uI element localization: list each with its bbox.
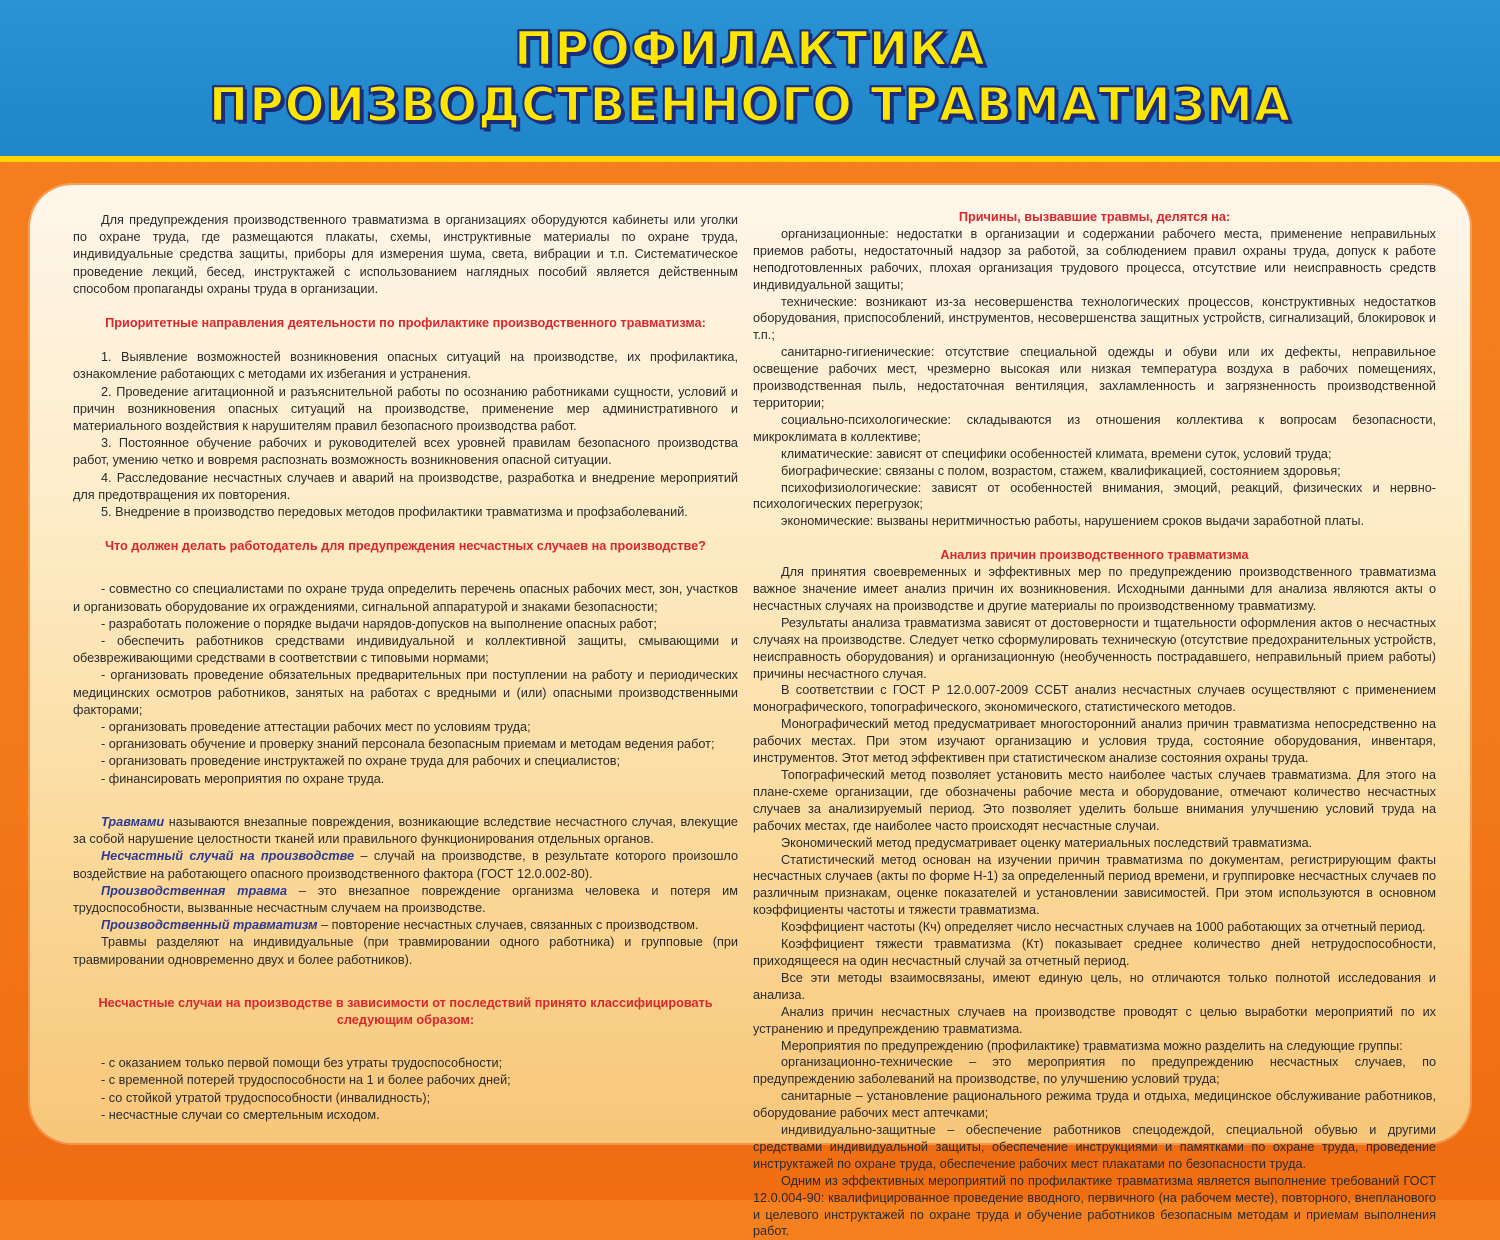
analysis-paragraph: Экономический метод предусматривает оценку материальных последствий травматизма.: [781, 835, 1313, 850]
employer-heading: Что должен делать работодатель для предупреждения несчастных случаев на производстве?: [105, 539, 706, 554]
analysis-paragraph: индивидуально-защитные – обеспечение работников спецодеждой, специальной обувью и другими средствами индивидуальной защиты, обеспечение инструкциями и памятками по охране труда, проведение инструктажей по охране труда, обеспечение рабочих мест плакатами по безопасности труда.: [753, 1123, 1436, 1171]
employer-duty-item: - обеспечить работников средствами индивидуальной и коллективной защиты, смывающими и обезвреживающими средствами в соответствии с типовыми нормами;: [73, 634, 738, 666]
employer-duty-item: - организовать проведение аттестации рабочих мест по условиям труда;: [101, 720, 531, 735]
cause-item: психофизиологические: зависят от особенностей внимания, эмоций, реакций, физических и нервно-психологических перегрузок;: [753, 480, 1436, 512]
definition-accident: [73, 848, 738, 882]
cause-item: технические: возникают из-за несовершенства технологических процессов, конструктивных недостатков оборудования, приспособлений, инструментов, несовершенства защитных устройств, сигнализаций, блокировок и т.п.;: [753, 294, 1436, 343]
analysis-paragraph: Мероприятия по предупреждению (профилактике) травматизма можно разделить на следующие группы:: [781, 1038, 1403, 1053]
priority-item: 5. Внедрение в производство передовых методов профилактики травматизма и профзаболеваний.: [101, 505, 688, 520]
causes-heading: Причины, вызвавшие травмы, делятся на:: [958, 210, 1231, 224]
analysis-paragraph: Топографический метод позволяет установить место наиболее частых случаев травматизма. Для этого на плане-схеме организации, где обозначены рабочие места и оборудование, отмечают количество несчастных случаев за анализируемый период. Это позволяет уделить больше внимания улучшению условий труда на рабочих местах, где наиболее часто происходят несчастные случаи.: [753, 768, 1436, 833]
priority-item: 4. Расследование несчастных случаев и аварий на производстве, разработка и внедрение мероприятий для предотвращения их повторения.: [73, 470, 738, 502]
content-panel: [30, 185, 1470, 1239]
term-traumatism: Производственный травматизм: [101, 918, 318, 933]
cause-item: организационные: недостатки в организации и содержании рабочего места, применение неправильных приемов работы, недостаточный надзор за работой, за соблюдением правил охраны труда, допуск к работе неподготовленных рабочих, плохая организация трудового процесса, отсутствие или неисправность средств индивидуальной защиты;: [753, 226, 1436, 292]
term-accident: Несчастный случай на производстве: [101, 849, 355, 864]
definition-text: – повторение несчастных случаев, связанных с производством.: [317, 918, 699, 933]
definition-text: называются внезапные повреждения, возникающие вследствие несчастного случая, влекущие за собой нарушение целостности тканей или правильного функционирования отдельных органов.: [73, 814, 738, 847]
employer-duty-item: - финансировать мероприятия по охране труда.: [101, 771, 385, 786]
classification-item: - со стойкой утратой трудоспособности (инвалидность);: [101, 1090, 431, 1105]
priority-item: 3. Постоянное обучение рабочих и руководителей всех уровней правилам безопасного производства работ, умению четко и вовремя распознать возможность возникновения опасной ситуации.: [73, 436, 738, 468]
intro-paragraph: Для предупреждения производственного травматизма в организациях оборудуются кабинеты или уголки по охране труда, где размещаются плакаты, схемы, инструктивные материалы по охране труда, индивидуальные средства защиты, приборы для измерения шума, света, вибрации и т.п. Систематическое проведение лекций, бесед, инструктажей с использованием наглядных пособий является действенным способом пропаганды охраны труда в организации.: [73, 213, 738, 296]
priorities-heading: Приоритетные направления деятельности по профилактике производственного травматизма:: [105, 316, 706, 331]
cause-item: санитарно-гигиенические: отсутствие специальной одежды и обуви или их дефекты, неправильное освещение рабочих мест, чрезмерно высокая или низкая температура воздуха в рабочих помещениях, производственная пыль, недостаточная вентиляция, захламленность и загрязненность производственной территории;: [753, 345, 1436, 410]
employer-duty-item: - организовать проведение обязательных предварительных при поступлении на работу и периодических медицинских осмотров работников, занятых на работах с вредными и (или) опасными производственными факторами;: [73, 668, 738, 717]
analysis-paragraph: Одним из эффективных мероприятий по профилактике травматизма является выполнение требований ГОСТ 12.0.004-90: квалифицированное проведение вводного, первичного (на рабочем месте), повторного, внепланового и целевого инструктажей по охране труда и обучение работников безопасным методам и приемам выполнения работ.: [753, 1173, 1436, 1239]
right-column: [753, 209, 1436, 1240]
analysis-paragraph: Статистический метод основан на изучении причин травматизма по документам, регистрирующим факты несчастных случаев (акты по форме Н-1) за определенный период времени, и группировке несчастных случаев по различным признакам, оценке показателей и установлении зависимостей. При этом используются в основном коэффициенты частоты и тяжести травматизма.: [753, 852, 1436, 918]
classification-item: - с оказанием только первой помощи без утраты трудоспособности;: [101, 1056, 503, 1071]
page-title: [0, 0, 1500, 134]
cause-item: социально-психологические: складываются из отношения коллектива к вопросам безопасности, микроклимата в коллективе;: [753, 412, 1436, 444]
analysis-paragraph: Коэффициент тяжести травматизма (Кт) показывает среднее количество дней нетрудоспособности, приходящееся на один несчастный случай за отчетный период.: [753, 937, 1436, 968]
analysis-paragraph: санитарные – установление рационального режима труда и отдыха, медицинское обслуживание работников, оборудование рабочих мест аптечками;: [753, 1089, 1436, 1121]
term-injury: Травмами: [101, 814, 165, 829]
classification-heading: Несчастные случаи на производстве в зависимости от последствий принято классифицировать следующим образом:: [98, 995, 713, 1027]
analysis-paragraph: Монографический метод предусматривает многосторонний анализ причин травматизма непосредственно на рабочих местах. При этом изучают организацию и условия труда, состояние оборудования, инвентаря, инструментов. Этот метод эффективен при статистическом анализе состояния охраны труда.: [753, 717, 1436, 766]
analysis-paragraph: Все эти методы взаимосвязаны, имеют единую цель, но отличаются только полнотой исследования и анализа.: [753, 970, 1436, 1002]
employer-duty-item: - разработать положение о порядке выдачи нарядов-допусков на выполнение опасных работ;: [101, 616, 657, 631]
analysis-paragraph: организационно-технические – это мероприятия по предупреждению несчастных случаев, по предупреждению заболеваний на производстве, по улучшению условий труда;: [753, 1055, 1436, 1087]
employer-duty-item: - совместно со специалистами по охране труда определить перечень опасных рабочих мест, зон, участков и организовать оборудование их ограждениями, сигнальной аппаратурой и знаками безопасности;: [73, 582, 738, 614]
classification-item: - несчастные случаи со смертельным исходом.: [101, 1107, 380, 1122]
analysis-paragraph: Результаты анализа травматизма зависят от достоверности и тщательности оформления актов о несчастных случаях на производстве. Следует четко сформулировать техническую (отсутствие предохранительных устройств, неисправность оборудования) и организационную (необученность пострадавшего, неправильный прием работы) причины несчастного случая.: [753, 615, 1436, 681]
classification-item: - с временной потерей трудоспособности на 1 и более рабочих дней;: [101, 1073, 511, 1088]
left-column: [73, 212, 738, 1124]
employer-duty-item: - организовать проведение инструктажей по охране труда для рабочих и специалистов;: [101, 754, 621, 769]
employer-duty-item: - организовать обучение и проверку знаний персонала безопасным приемам и методам ведения работ;: [101, 737, 715, 752]
definition-traumatism: [73, 917, 738, 934]
header-banner: [0, 0, 1500, 162]
analysis-paragraph: Коэффициент частоты (Кч) определяет число несчастных случаев на 1000 работающих за отчетный период.: [781, 920, 1426, 935]
analysis-paragraph: Для принятия своевременных и эффективных мер по предупреждению производственного травматизма важное значение имеет анализ причин их возникновения. Исходными данными для анализа являются акты о несчастных случаях на производстве и другие материалы по производственному травматизму.: [753, 565, 1436, 613]
term-industrial-injury: Производственная травма: [101, 883, 288, 898]
analysis-heading: Анализ причин производственного травматизма: [940, 548, 1249, 563]
definition-industrial-injury: [73, 883, 738, 917]
priority-item: 1. Выявление возможностей возникновения опасных ситуаций на производстве, их профилактика, ознакомление работающих с методами их избегания и устранения.: [73, 350, 738, 382]
definition-injury-types: Травмы разделяют на индивидуальные (при травмировании одного работника) и групповые (при травмировании одновременно двух и более работников).: [73, 935, 738, 967]
analysis-paragraph: Анализ причин несчастных случаев на производстве проводят с целью выработки мероприятий по их устранению и предупреждению травматизма.: [753, 1004, 1436, 1036]
cause-item: биографические: связаны с полом, возрастом, стажем, квалификацией, состоянием здоровья;: [781, 463, 1341, 478]
definition-text: – это внезапное повреждение организма человека и потеря им трудоспособности, вызванные несчастным случаем на производстве.: [73, 883, 738, 915]
analysis-paragraph: В соответствии с ГОСТ Р 12.0.007-2009 ССБТ анализ несчастных случаев осуществляют с применением монографического, топографического, экономического, статистического методов.: [753, 683, 1436, 715]
cause-item: климатические: зависят от специфики особенностей климата, времени суток, условий труда;: [781, 446, 1332, 461]
title-line-2: ПРОИЗВОДСТВЕННОГО ТРАВМАТИЗМА: [208, 78, 1292, 133]
cause-item: экономические: вызваны неритмичностью работы, нарушением сроков выдачи заработной платы.: [781, 514, 1364, 529]
priority-item: 2. Проведение агитационной и разъяснительной работы по осознанию работниками сущности, условий и причин возникновения опасных ситуаций на производстве, применение мер административного и материального воздействия к нарушителям правил безопасного производства работ.: [73, 384, 738, 434]
title-line-1: ПРОФИЛАКТИКА: [514, 22, 986, 77]
definition-text: – случай на производстве, в результате которого произошло воздействие на работающего опасного производственного фактора (ГОСТ 12.0.002-80).: [73, 849, 738, 881]
definition-injury: [73, 814, 738, 848]
